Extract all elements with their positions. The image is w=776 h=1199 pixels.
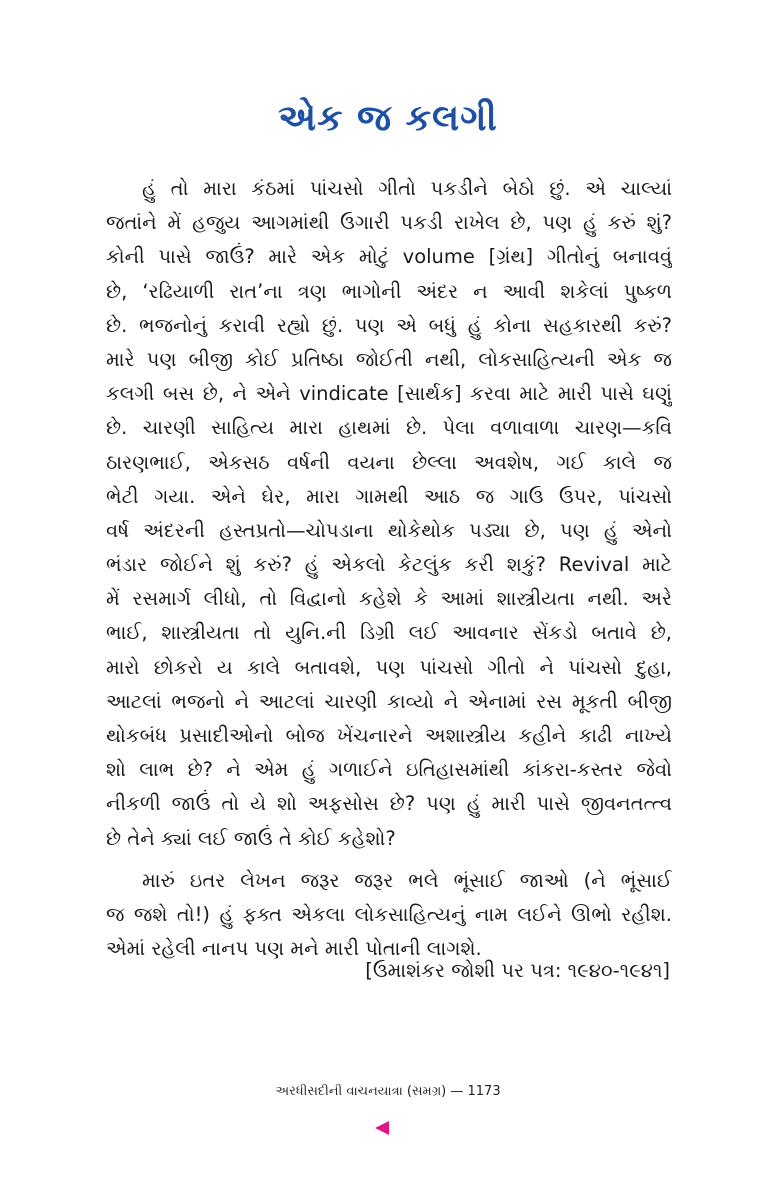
page-title: એક જ કલગી	[278, 98, 498, 139]
paragraph-line: ભાઈ, શાસ્ત્રીયતા તો યુનિ.ની ડિગ્રી લઈ આવનાર સેંકડો બતાવે છે,	[106, 621, 672, 645]
article-body	[106, 172, 672, 966]
paragraph-line: એમાં રહેલી નાનપ પણ મને મારી પોતાની લાગશે.	[106, 937, 482, 961]
paragraph-1	[106, 172, 672, 856]
paragraph-line: આટલાં ભજનો ને આટલાં ચારણી કાવ્યો ને એનામાં રસ મૂકતી બીજી	[106, 689, 672, 713]
paragraph-line: મારે પણ બીજી કોઈ પ્રતિષ્ઠા જોઈતી નથી, લોકસાહિત્યની એક જ	[106, 347, 672, 371]
paragraph-line: મારો છોકરો ય કાલે બતાવશે, પણ પાંચસો ગીતો ને પાંચસો દુહા,	[106, 655, 672, 679]
paragraph-line: છે. ચારણી સાહિત્ય મારા હાથમાં છે. પેલા વળાવાળા ચારણ—કવિ	[106, 416, 672, 440]
page-footer: અરધીસદીની વાચનયાત્રા (સમગ્ર) — 1173	[275, 1084, 501, 1099]
paragraph-line: જતાંને મેં હજુય આગમાંથી ઉગારી પકડી રાખેલ છે, પણ હું કરું શું?	[106, 211, 672, 235]
paragraph-line: મેં રસમાર્ગ લીધો, તો વિદ્વાનો કહેશે કે આમાં શાસ્ત્રીયતા નથી. અરે	[106, 587, 672, 611]
back-arrow-icon[interactable]	[375, 1121, 389, 1135]
paragraph-line: કોની પાસે જાઉં? મારે એક મોટું volume [ગ્રંથ] ગીતોનું બનાવવું	[106, 245, 672, 269]
paragraph-line: મારું ઇતર લેખન જરૂર જરૂર ભલે ભૂંસાઈ જાઓ (ને ભૂંસાઈ	[142, 868, 672, 892]
paragraph-spacer	[106, 856, 672, 864]
citation: [ઉમાશંકર જોશી પર પત્ર: ૧૯૪૦-૧૯૪૧]	[365, 959, 670, 982]
paragraph-line: છે, ‘રઢિયાળી રાત’ના ત્રણ ભાગોની અંદર ન આવી શકેલાં પુષ્કળ	[106, 279, 672, 303]
paragraph-line: કલગી બસ છે, ને એને vindicate [સાર્થક] કરવા માટે મારી પાસે ઘણું	[106, 382, 672, 406]
paragraph-line: હું તો મારા કંઠમાં પાંચસો ગીતો પકડીને બેઠો છું. એ ચાલ્યાં	[142, 177, 672, 200]
paragraph-line: છે તેને ક્યાં લઈ જાઉં તે કોઈ કહેશો?	[106, 826, 396, 850]
paragraph-line: જ જશે તો!) હું ફક્ત એકલા લોકસાહિત્યનું નામ લઈને ઊભો રહીશ.	[106, 902, 672, 926]
paragraph-line: ભંડાર જોઈને શું કરું? હું એકલો કેટલુંક કરી શકું? Revival માટે	[106, 553, 672, 577]
paragraph-line: છે. ભજનોનું કરાવી રહ્યો છું. પણ એ બધું હું કોના સહકારથી કરું?	[106, 313, 672, 337]
paragraph-line: શો લાભ છે? ને એમ હું ગળાઈને ઇતિહાસમાંથી કાંકરા-કસ્તર જેવો	[106, 758, 672, 782]
paragraph-line: ઠારણભાઈ, એકસઠ વર્ષની વયના છેલ્લા અવશેષ, ગઈ કાલે જ	[106, 450, 672, 474]
paragraph-line: થોકબંધ પ્રસાદીઓનો બોજ ખેંચનારને અશાસ્ત્રીય કહીને કાઢી નાખ્યે	[106, 724, 672, 747]
paragraph-line: નીકળી જાઉં તો યે શો અફસોસ છે? પણ હું મારી પાસે જીવનતત્ત્વ	[106, 792, 672, 816]
paragraph-2	[106, 864, 672, 967]
paragraph-line: ભેટી ગયા. એને ઘેર, મારા ગામથી આઠ જ ગાઉ ઉપર, પાંચસો	[106, 484, 672, 508]
paragraph-line: વર્ષ અંદરની હસ્તપ્રતો—ચોપડાના થોકેથોક પડ્યા છે, પણ હું એનો	[106, 518, 672, 542]
